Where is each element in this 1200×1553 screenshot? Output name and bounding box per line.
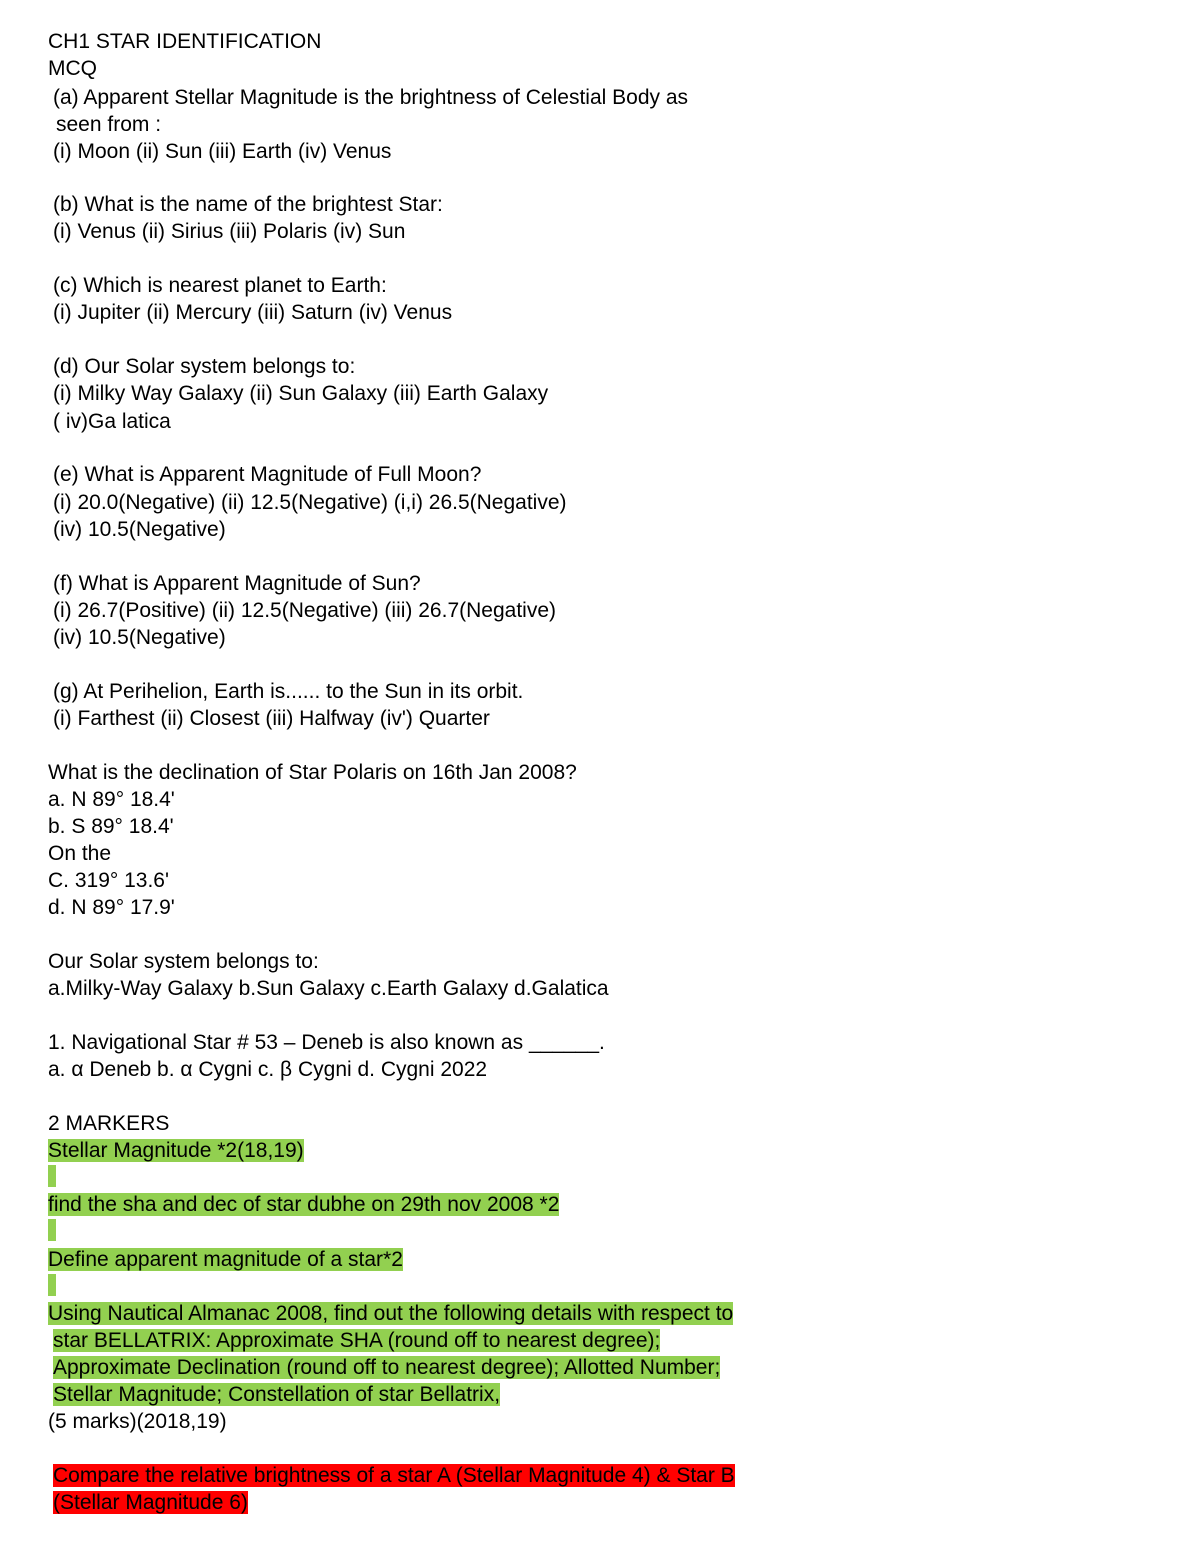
highlight-gap-bar: [48, 1165, 56, 1187]
polaris-option-d: d. N 89° 17.9': [48, 896, 175, 919]
question-c: (c) Which is nearest planet to Earth:: [53, 274, 387, 297]
question-f-options-line-2: (iv) 10.5(Negative): [53, 626, 226, 649]
marker-item-dubhe: find the sha and dec of star dubhe on 29th nov 2008 *2: [48, 1193, 560, 1216]
question-g: (g) At Perihelion, Earth is...... to the Sun in its orbit.: [53, 680, 524, 703]
highlight-gap-bar: [48, 1274, 56, 1296]
question-f: (f) What is Apparent Magnitude of Sun?: [53, 572, 421, 595]
question-d-options-line-2: ( iv)Ga latica: [53, 410, 171, 433]
question-d: (d) Our Solar system belongs to:: [53, 355, 356, 378]
question-f-options-line-1: (i) 26.7(Positive) (ii) 12.5(Negative) (iii) 26.7(Negative): [53, 599, 556, 622]
question-g-options: (i) Farthest (ii) Closest (iii) Halfway (iv') Quarter: [53, 707, 490, 730]
question-e-options-line-1: (i) 20.0(Negative) (ii) 12.5(Negative) (i,i) 26.5(Negative): [53, 491, 567, 514]
question-a-line-1: (a) Apparent Stellar Magnitude is the brightness of Celestial Body as: [53, 86, 689, 109]
highlight-gap-bar: [48, 1219, 56, 1241]
question-a-line-2: seen from :: [56, 113, 162, 136]
question-b-options: (i) Venus (ii) Sirius (iii) Polaris (iv) Sun: [53, 220, 406, 243]
question-b: (b) What is the name of the brightest Star:: [53, 193, 443, 216]
polaris-option-note: On the: [48, 842, 112, 865]
polaris-option-c: C. 319° 13.6': [48, 869, 169, 892]
marker-item-bellatrix-marks: (5 marks)(2018,19): [48, 1410, 227, 1433]
question-e: (e) What is Apparent Magnitude of Full Moon?: [53, 463, 482, 486]
question-a-options: (i) Moon (ii) Sun (iii) Earth (iv) Venus: [53, 140, 392, 163]
question-d-options-line-1: (i) Milky Way Galaxy (ii) Sun Galaxy (iii) Earth Galaxy: [53, 382, 549, 405]
polaris-option-b: b. S 89° 18.4': [48, 815, 174, 838]
question-c-options: (i) Jupiter (ii) Mercury (iii) Saturn (iv) Venus: [53, 301, 453, 324]
marker-item-compare-brightness-line-1: Compare the relative brightness of a star A (Stellar Magnitude 4) & Star B: [53, 1464, 735, 1487]
marker-item-bellatrix-line-4: Stellar Magnitude; Constellation of star Bellatrix,: [53, 1383, 501, 1406]
solar-question: Our Solar system belongs to:: [48, 950, 319, 973]
document-title: CH1 STAR IDENTIFICATION: [48, 30, 322, 53]
solar-options: a.Milky-Way Galaxy b.Sun Galaxy c.Earth Galaxy d.Galatica: [48, 977, 609, 1000]
polaris-question: What is the declination of Star Polaris on 16th Jan 2008?: [48, 761, 577, 784]
section-label-2-markers: 2 MARKERS: [48, 1112, 170, 1135]
marker-item-compare-brightness-line-2: (Stellar Magnitude 6): [53, 1491, 248, 1514]
deneb-question: 1. Navigational Star # 53 – Deneb is also known as ______.: [48, 1031, 605, 1054]
polaris-option-a: a. N 89° 18.4': [48, 788, 175, 811]
marker-item-bellatrix-line-3: Approximate Declination (round off to nearest degree); Allotted Number;: [53, 1356, 721, 1379]
marker-item-apparent-magnitude: Define apparent magnitude of a star*2: [48, 1248, 403, 1271]
marker-item-bellatrix-line-2: star BELLATRIX: Approximate SHA (round off to nearest degree);: [53, 1329, 661, 1352]
marker-item-stellar-magnitude: Stellar Magnitude *2(18,19): [48, 1139, 304, 1162]
question-e-options-line-2: (iv) 10.5(Negative): [53, 518, 226, 541]
deneb-options: a. α Deneb b. α Cygni c. β Cygni d. Cygni 2022: [48, 1058, 488, 1081]
section-label-mcq: MCQ: [48, 57, 97, 80]
marker-item-bellatrix-line-1: Using Nautical Almanac 2008, find out the following details with respect to: [48, 1302, 734, 1325]
